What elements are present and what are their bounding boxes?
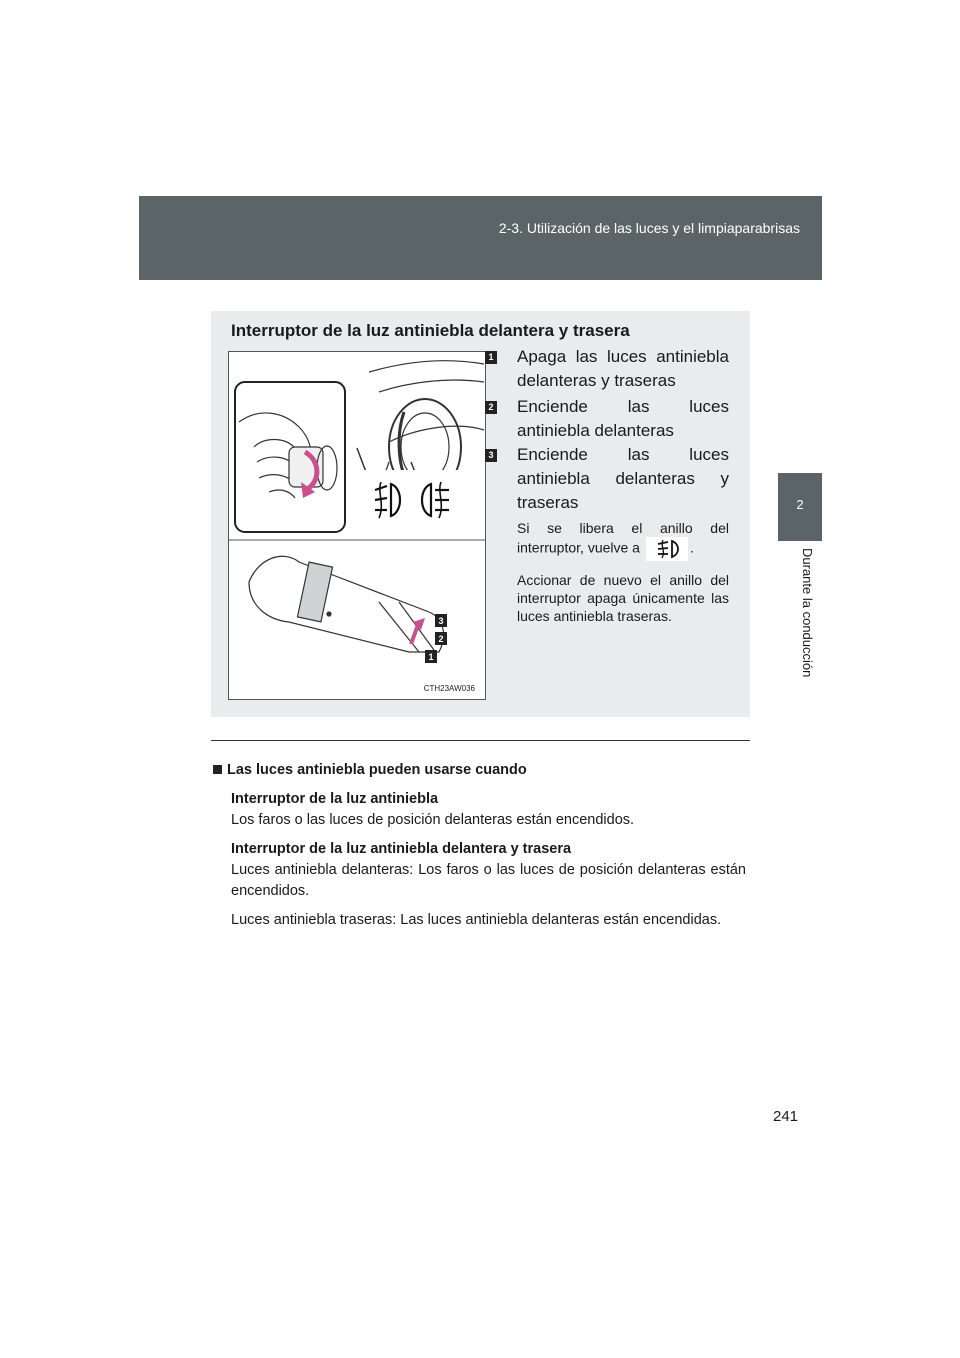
step-1: [488, 345, 729, 393]
notes-text-3: Luces antiniebla traseras: Las luces antiniebla delanteras están encendidas.: [231, 912, 722, 928]
release-note-end: .: [689, 539, 694, 556]
square-bullet-icon: [213, 765, 222, 774]
section-divider: [211, 740, 750, 741]
fog-switch-box: [211, 311, 750, 717]
step-3: [488, 443, 729, 515]
callout-3: 3: [438, 616, 444, 626]
release-note-text: Si se libera el anillo del interruptor, vuelve a: [517, 520, 729, 556]
page-number: 241: [773, 1108, 799, 1125]
notes-text-1: Los faros o las luces de posición delanteras están encendidos.: [231, 812, 635, 828]
illustration-svg: [229, 352, 485, 699]
rear-off-note: Accionar de nuevo el anillo del interruptor apaga únicamente las luces antiniebla traseras.: [517, 572, 729, 624]
notes-sub-1: Interruptor de la luz antiniebla: [231, 791, 439, 807]
chapter-number: 2: [796, 497, 804, 512]
step-badge-2: 2: [485, 401, 497, 414]
step-badge-1: 1: [485, 351, 497, 364]
notes-text-2: Luces antiniebla delanteras: Los faros o las luces de posición delanteras están encendidos.: [231, 862, 746, 899]
step-text-1: Apaga las luces antiniebla delanteras y traseras: [517, 347, 729, 390]
step-2: [488, 395, 729, 443]
figure-code: CTH23AW036: [423, 684, 475, 693]
box-title: Interruptor de la luz antiniebla delantera y trasera: [231, 321, 630, 340]
notes-sub-2: Interruptor de la luz antiniebla delantera y trasera: [231, 841, 572, 857]
step-badge-3: 3: [485, 449, 497, 462]
release-note: [517, 519, 729, 561]
step-text-2: Enciende las luces antiniebla delanteras: [517, 397, 729, 440]
chapter-label: Durante la conducción: [800, 548, 815, 678]
step-text-3: Enciende las luces antiniebla delanteras y traseras: [517, 445, 729, 512]
callout-2: 2: [438, 634, 444, 644]
switch-illustration: [228, 351, 486, 700]
usage-notes: [213, 760, 746, 931]
chapter-tab: [778, 473, 822, 541]
front-fog-inline-icon: [646, 537, 688, 561]
notes-heading: Las luces antiniebla pueden usarse cuando: [213, 760, 746, 781]
callout-1: 1: [428, 652, 434, 662]
header-bar: [139, 196, 822, 280]
section-title: 2-3. Utilización de las luces y el limpiaparabrisas: [498, 220, 800, 236]
